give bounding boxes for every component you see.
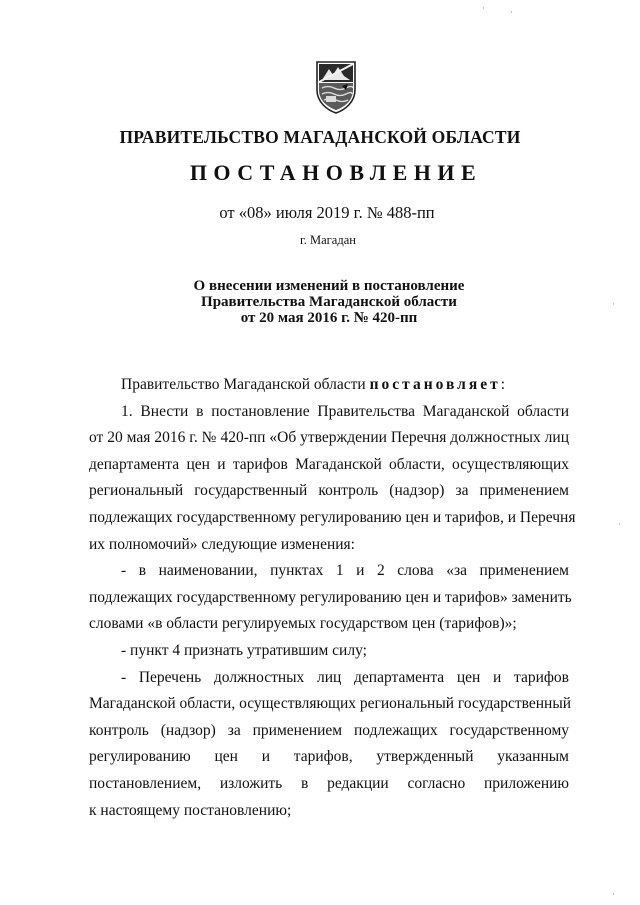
magadan-coat-of-arms-icon — [314, 60, 358, 114]
body-line: региональный государственный контроль (надзор) за применением — [89, 482, 569, 500]
scan-artifact: · — [612, 890, 615, 900]
body-line: 1. Внести в постановление Правительства Магаданской области — [121, 402, 569, 420]
subject-line: Правительства Магаданской области — [201, 294, 457, 310]
document-date-number: от «08» июля 2019 г. № 488-пп — [219, 203, 435, 222]
body-line: словами «в области регулируемых государством цен (тарифов)»; — [89, 615, 517, 633]
body-line: - Перечень должностных лиц департамента цен и тарифов — [121, 668, 569, 686]
body-line: к настоящему постановлению; — [89, 801, 292, 819]
document-subject — [9, 278, 640, 326]
document-type: ПОСТАНОВЛЕНИЕ — [189, 160, 483, 185]
subject-line: О внесении изменений в постановление — [193, 278, 465, 294]
document-city: г. Магадан — [300, 233, 356, 247]
body-line: - в наименовании, пунктах 1 и 2 слова «за применением — [121, 562, 569, 580]
body-line: подлежащих государственному регулированию цен и тарифов, и Перечня — [89, 508, 576, 526]
scan-artifact: · — [618, 520, 621, 530]
document-body — [89, 372, 576, 824]
body-text-fragment: Правительство Магаданской области — [121, 376, 366, 393]
body-line — [89, 372, 569, 399]
scan-artifact: · — [612, 300, 615, 310]
scan-artifact: · — [510, 8, 513, 18]
body-line: - пункт 4 признать утратившим силу; — [121, 641, 367, 659]
body-line: подлежащих государственному регулированию цен и тарифов» заменить — [89, 588, 572, 606]
body-line: их полномочий» следующие изменения: — [89, 535, 355, 553]
body-line: Магаданской области, осуществляющих региональный государственный — [89, 695, 572, 713]
body-line: постановлением, изложить в редакции согласно приложению — [89, 774, 569, 792]
body-line: регулированию цен и тарифов, утвержденный указанным — [89, 748, 569, 766]
subject-line: от 20 мая 2016 г. № 420-пп — [240, 310, 418, 326]
body-line: контроль (надзор) за применением подлежащих государственному — [89, 721, 569, 739]
body-text-fragment: : — [500, 376, 506, 393]
body-text-spaced-word: постановляет — [369, 376, 501, 393]
scan-artifact: · — [482, 4, 485, 14]
government-name: ПРАВИТЕЛЬСТВО МАГАДАНСКОЙ ОБЛАСТИ — [119, 127, 521, 147]
body-line: департамента цен и тарифов Магаданской области, осуществляющих — [89, 455, 569, 473]
body-line: от 20 мая 2016 г. № 420-пп «Об утверждении Перечня должностных лиц — [89, 429, 569, 447]
